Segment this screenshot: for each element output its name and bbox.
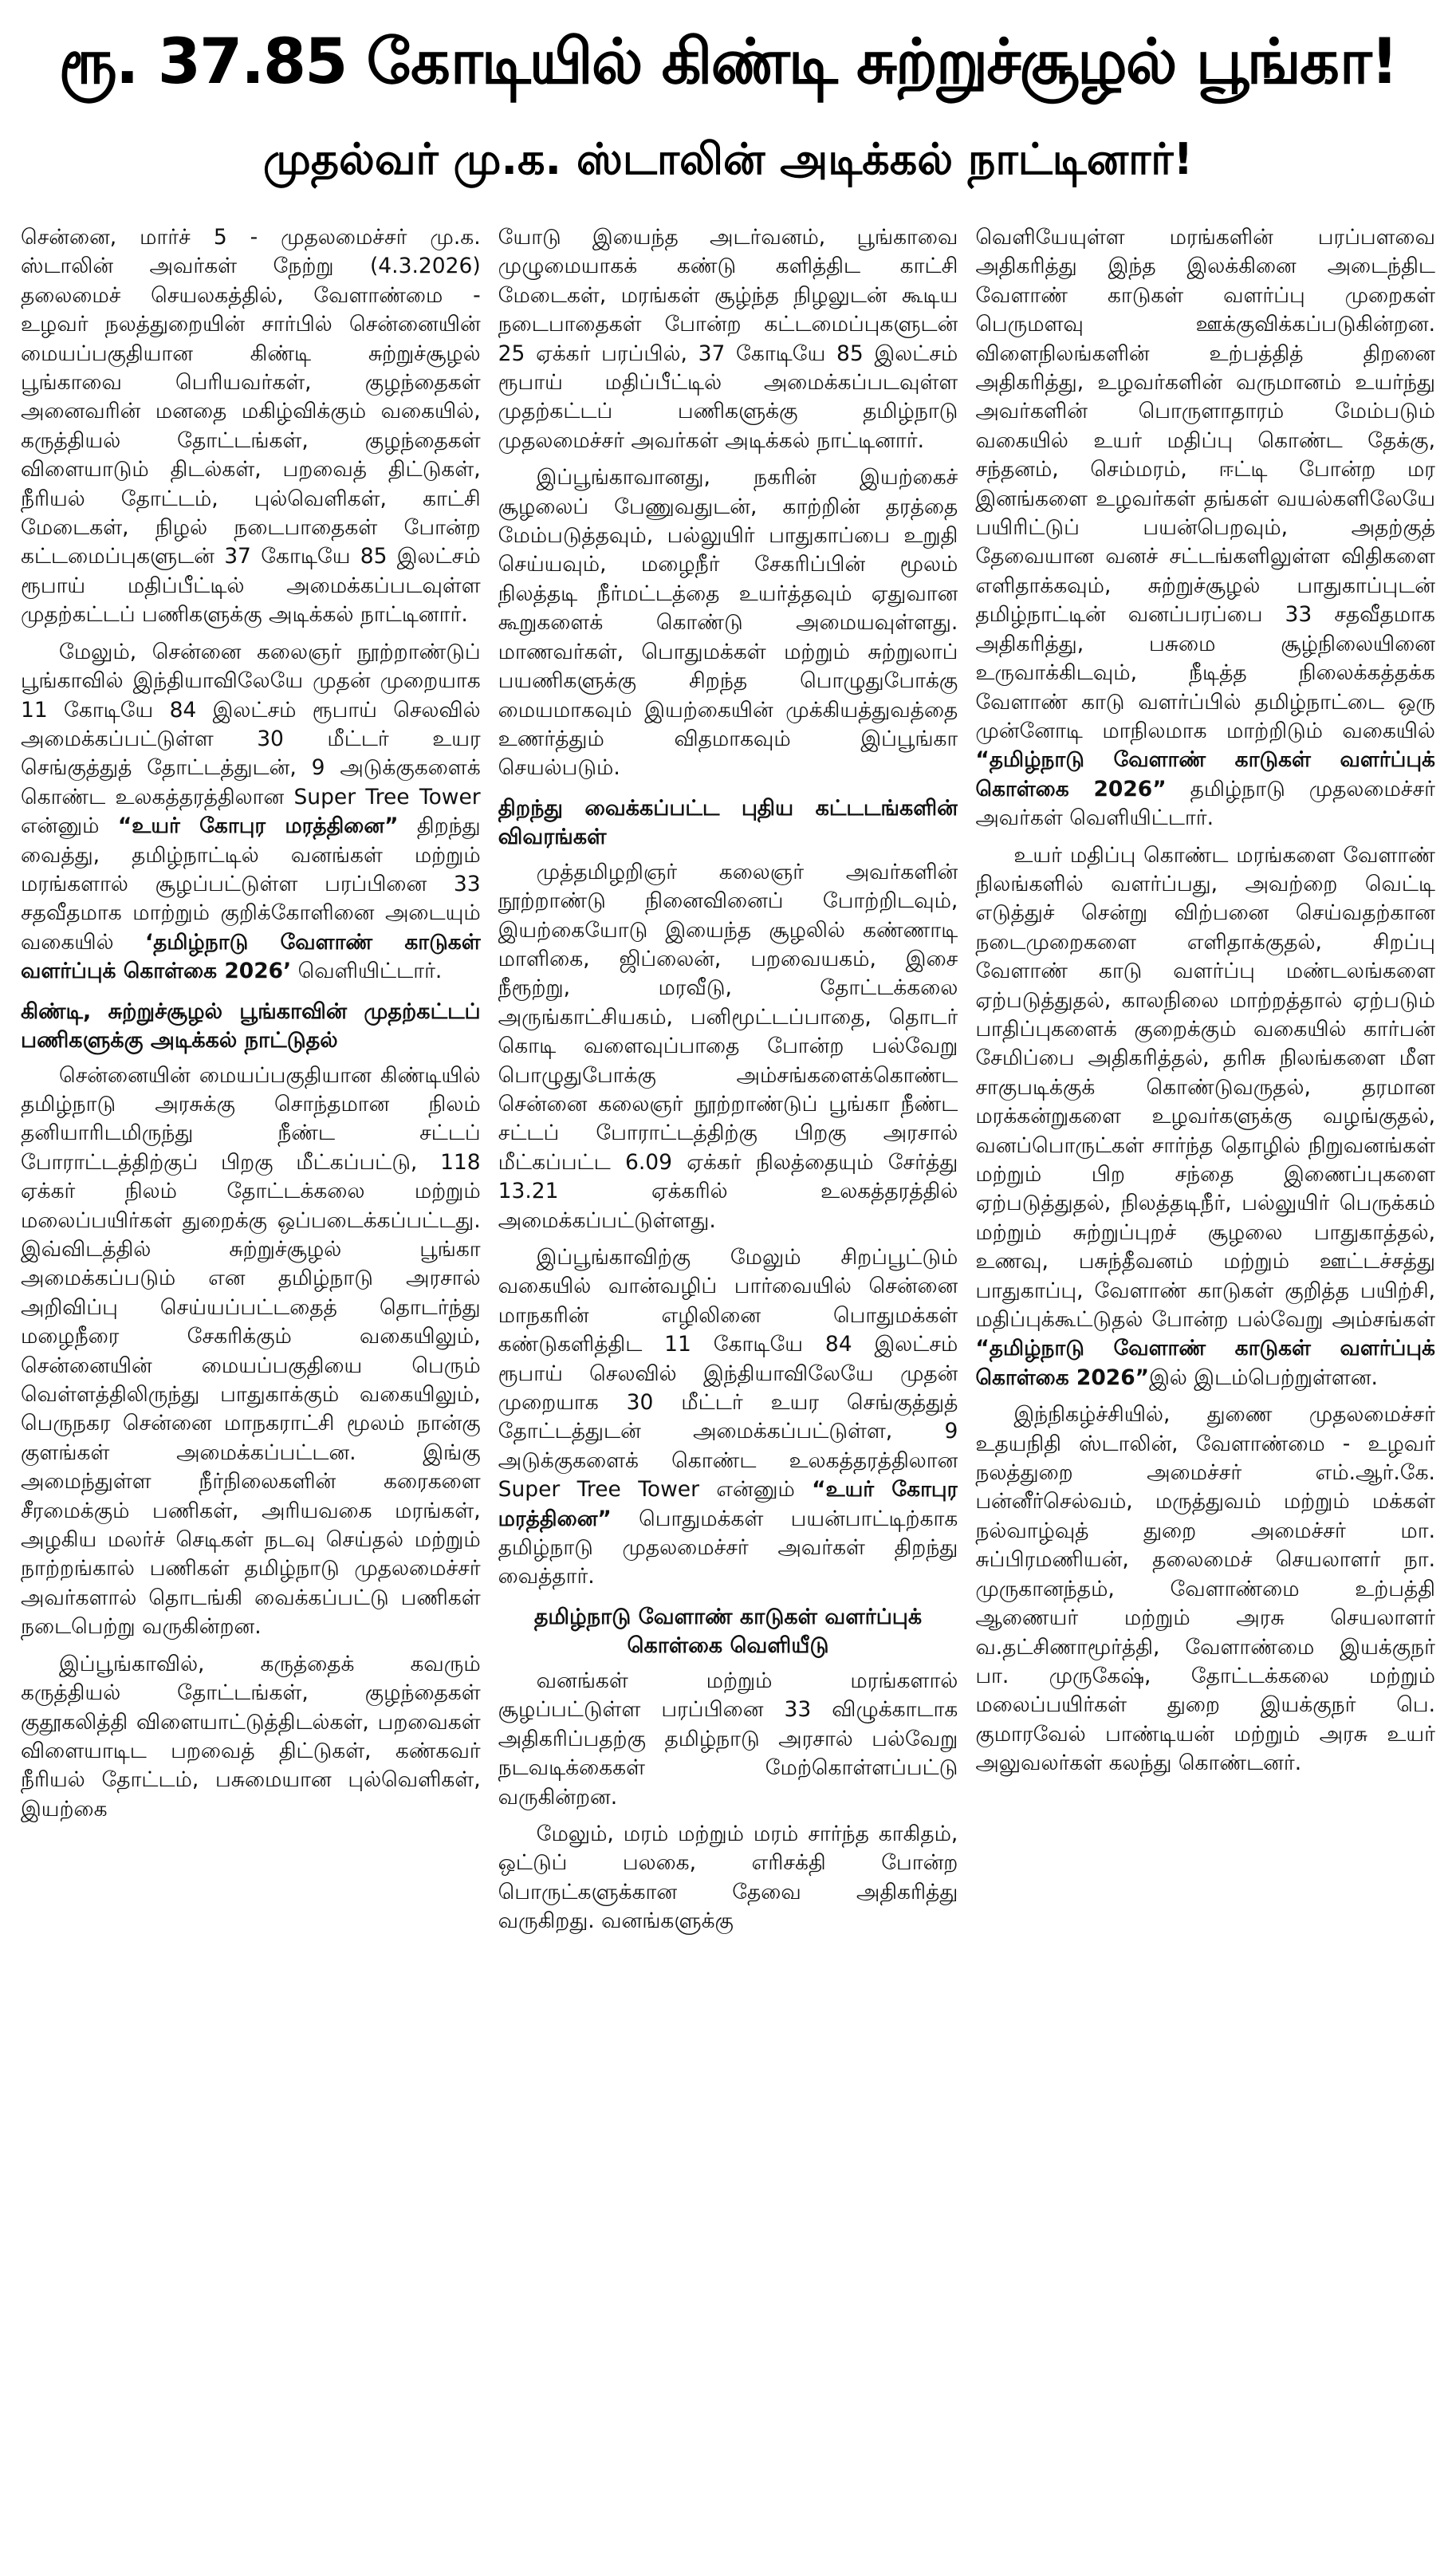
paragraph <box>975 223 1435 833</box>
article-columns <box>21 223 1435 2568</box>
bold-text: “உயர் கோபுர மரத்தினை” <box>117 813 399 839</box>
section-heading: திறந்து வைக்கப்பட்ட புதிய கட்டடங்களின் விவரங்கள் <box>498 795 958 849</box>
headline: ரூ. 37.85 கோடியில் கிண்டி சுற்றுச்சூழல் பூங்கா! <box>58 26 1398 98</box>
text-run: தமிழ்நாடு முதலமைச்சர் அவர்கள் வெளியிட்டார். <box>975 776 1435 831</box>
bold-text: ‘தமிழ்நாடு வேளாண் காடுகள் வளர்ப்புக் கொள்கை 2026’ <box>21 929 481 984</box>
text-run: மேலும், சென்னை கலைஞர் நூற்றாண்டுப் பூங்காவில் இந்தியாவிலேயே முதன் முறையாக 11 கோடியே 84 இலட்சம் ரூபாய் செலவில் அமைக்கப்பட்டுள்ள 30 மீட்டர் உயர செங்குத்துத் தோட்டத்துடன், 9 அடுக்குகளைக் கொண்ட உலகத்தரத்திலான Super Tree Tower என்னும் <box>21 639 481 839</box>
text-run: உயர் மதிப்பு கொண்ட மரங்களை வேளாண் நிலங்களில் வளர்ப்பது, அவற்றை வெட்டி எடுத்துச் சென்று விற்பனை செய்வதற்கான நடைமுறைகளை எளிதாக்குதல், சிறப்பு வேளாண் காடு வளர்ப்பு மண்டலங்களை ஏற்படுத்துதல், காலநிலை மாற்றத்தால் ஏற்படும் பாதிப்புகளைக் குறைக்கும் வகையில் கார்பன் சேமிப்பை அதிகரித்தல், தரிசு நிலங்களை மீள சாகுபடிக்குக் கொண்டுவருதல், தரமான மரக்கன்றுகளை உழவர்களுக்கு வழங்குதல், வனப்பொருட்கள் சார்ந்த தொழில் நிறுவனங்கள் மற்றும் பிற சந்தை இணைப்புகளை ஏற்படுத்துதல், நிலத்தடிநீர், பல்லுயிர் பெருக்கம் மற்றும் சுற்றுப்புறச் சூழலை பாதுகாத்தல், உணவு, பசுந்தீவனம் மற்றும் ஊட்டச்சத்து பாதுகாப்பு, வேளாண் காடுகள் குறித்த பயிற்சி, மதிப்புக்கூட்டுதல் போன்ற பல்வேறு அம்சங்கள் <box>975 842 1435 1333</box>
paragraph <box>21 638 481 987</box>
column-3 <box>975 223 1435 2568</box>
paragraph: வனங்கள் மற்றும் மரங்களால் சூழப்பட்டுள்ள பரப்பினை 33 விழுக்காடாக அதிகரிப்பதற்கு தமிழ்நாடு அரசால் பல்வேறு நடவடிக்கைகள் மேற்கொள்ளப்பட்டு வருகின்றன. <box>498 1668 958 1810</box>
text-run: வெளியேயுள்ள மரங்களின் பரப்பளவை அதிகரித்து இந்த இலக்கினை அடைந்திட வேளாண் காடுகள் வளர்ப்பு முறைகள் பெருமளவு ஊக்குவிக்கப்படுகின்றன. விளைநிலங்களின் உற்பத்தித் திறனை அதிகரித்து, உழவர்களின் வருமானம் உயர்ந்து அவர்களின் பொருளாதாரம் மேம்படும் வகையில் உயர் மதிப்பு கொண்ட தேக்கு, சந்தனம், செம்மரம், ஈட்டி போன்ற மர இனங்களை உழவர்கள் தங்கள் வயல்களிலேயே பயிரிட்டுப் பயன்பெறவும், அதற்குத் தேவையான வனச் சட்டங்களிலுள்ள விதிகளை எளிதாக்கவும், சுற்றுச்சூழல் பாதுகாப்புடன் தமிழ்நாட்டின் வனப்பரப்பை 33 சதவீதமாக அதிகரித்து, பசுமை சூழ்நிலையினை உருவாக்கிடவும், நீடித்த நிலைக்கத்தக்க வேளாண் காடு வளர்ப்பில் தமிழ்நாட்டை ஒரு முன்னோடி மாநிலமாக மாற்றிடும் வகையில் <box>975 225 1435 743</box>
column-1 <box>21 223 481 2568</box>
paragraph: சென்னை, மார்ச் 5 - முதலமைச்சர் மு.க. ஸ்டாலின் அவர்கள் நேற்று (4.3.2026) தலைமைச் செயலகத்தில், வேளாண்மை - உழவர் நலத்துறையின் சார்பில் சென்னையின் மையப்பகுதியான கிண்டி சுற்றுச்சூழல் பூங்காவை பெரியவர்கள், குழந்தைகள் அனைவரின் மனதை மகிழ்விக்கும் வகையில், கருத்தியல் தோட்டங்கள், குழந்தைகள் விளையாடும் திடல்கள், பறவைத் திட்டுகள், நீரியல் தோட்டம், புல்வெளிகள், காட்சி மேடைகள், நிழல் நடைபாதைகள் போன்ற கட்டமைப்புகளுடன் 37 கோடியே 85 இலட்சம் ரூபாய் மதிப்பீட்டில் அமைக்கப்படவுள்ள முதற்கட்டப் பணிகளுக்கு அடிக்கல் நாட்டினார். <box>21 225 481 628</box>
paragraph: இந்நிகழ்ச்சியில், துணை முதலமைச்சர் உதயநிதி ஸ்டாலின், வேளாண்மை - உழவர் நலத்துறை அமைச்சர் எம்.ஆர்.கே. பன்னீர்செல்வம், மருத்துவம் மற்றும் மக்கள் நல்வாழ்வுத் துறை அமைச்சர் மா. சுப்பிரமணியன், தலைமைச் செயலாளர் நா. முருகானந்தம், வேளாண்மை உற்பத்தி ஆணையர் மற்றும் அரசு செயலாளர் வ.தட்சிணாமூர்த்தி, வேளாண்மை இயக்குநர் பா. முருகேஷ், தோட்டக்கலை மற்றும் மலைப்பயிர்கள் துறை இயக்குநர் பெ. குமாரவேல் பாண்டியன் மற்றும் அரசு உயர் அலுவலர்கள் கலந்து கொண்டனர். <box>975 1402 1435 1776</box>
bold-text: “தமிழ்நாடு வேளாண் காடுகள் வளர்ப்புக் கொள்கை 2026” <box>975 1336 1435 1390</box>
paragraph: யோடு இயைந்த அடர்வனம், பூங்காவை முழுமையாகக் கண்டு களித்திட காட்சி மேடைகள், மரங்கள் சூழ்ந்த நிழலுடன் கூடிய நடைபாதைகள் போன்ற கட்டமைப்புகளுடன் 25 ஏக்கர் பரப்பில், 37 கோடியே 85 இலட்சம் ரூபாய் மதிப்பீட்டில் அமைக்கப்படவுள்ள முதற்கட்டப் பணிகளுக்கு தமிழ்நாடு முதலமைச்சர் அவர்கள் அடிக்கல் நாட்டினார். <box>498 225 958 453</box>
text-run: வெளியிட்டார். <box>291 959 443 984</box>
text-run: இல் இடம்பெற்றுள்ளன. <box>1149 1365 1378 1390</box>
subheadline: முதல்வர் மு.க. ஸ்டாலின் அடிக்கல் நாட்டினார்! <box>262 134 1194 184</box>
paragraph: முத்தமிழறிஞர் கலைஞர் அவர்களின் நூற்றாண்டு நினைவினைப் போற்றிடவும், இயற்கையோடு இயைந்த சூழலில் கண்ணாடி மாளிகை, ஜிப்லைன், பறவையகம், இசை நீரூற்று, மரவீடு, தோட்டக்கலை அருங்காட்சியகம், பனிமூட்டப்பாதை, தொடர் கொடி வளைவுப்பாதை போன்ற பல்வேறு பொழுதுபோக்கு அம்சங்களைக்கொண்ட சென்னை கலைஞர் நூற்றாண்டுப் பூங்கா நீண்ட சட்டப் போராட்டத்திற்கு பிறகு அரசால் மீட்கப்பட்ட 6.09 ஏக்கர் நிலத்தையும் சேர்த்து 13.21 ஏக்கரில் உலகத்தரத்தில் அமைக்கப்பட்டுள்ளது. <box>498 859 958 1233</box>
text-run: இப்பூங்காவிற்கு மேலும் சிறப்பூட்டும் வகையில் வான்வழிப் பார்வையில் சென்னை மாநகரின் எழிலினை பொதுமக்கள் கண்டுகளித்திட 11 கோடியே 84 இலட்சம் ரூபாய் செலவில் இந்தியாவிலேயே முதன் முறையாக 30 மீட்டர் உயர செங்குத்துத் தோட்டத்துடன் அமைக்கப்பட்டுள்ள, 9 அடுக்குகளைக் கொண்ட உலகத்தரத்திலான Super Tree Tower என்னும் <box>498 1245 958 1503</box>
bold-text: “தமிழ்நாடு வேளாண் காடுகள் வளர்ப்புக் கொள்கை 2026” <box>975 747 1435 802</box>
section-heading: தமிழ்நாடு வேளாண் காடுகள் வளர்ப்புக் கொள்கை வெளியீடு <box>533 1604 923 1658</box>
bold-text: “உயர் கோபுர மரத்தினை” <box>498 1477 958 1531</box>
text-run: திறந்து வைத்து, தமிழ்நாட்டில் வனங்கள் மற்றும் மரங்களால் சூழப்பட்டுள்ள பரப்பினை 33 சதவீதமாக மாற்றும் குறிக்கோளினை அடையும் வகையில் <box>21 813 481 955</box>
text-run: பொதுமக்கள் பயன்பாட்டிற்காக தமிழ்நாடு முதலமைச்சர் அவர்கள் திறந்து வைத்தார். <box>498 1506 958 1589</box>
paragraph: இப்பூங்காவில், கருத்தைக் கவரும் கருத்தியல் தோட்டங்கள், குழந்தைகள் குதூகலித்தி விளையாட்டுத்திடல்கள், பறவைகள் விளையாடிட பறவைத் திட்டுகள், கண்கவர் நீரியல் தோட்டம், பசுமையான புல்வெளிகள், இயற்கை <box>21 1651 481 1822</box>
paragraph: சென்னையின் மையப்பகுதியான கிண்டியில் தமிழ்நாடு அரசுக்கு சொந்தமான நிலம் தனியாரிடமிருந்து நீண்ட சட்டப் போராட்டத்திற்குப் பிறகு மீட்கப்பட்டு, 118 ஏக்கர் நிலம் தோட்டக்கலை மற்றும் மலைப்பயிர்கள் துறைக்கு ஒப்படைக்கப்பட்டது. இவ்விடத்தில் சுற்றுச்சூழல் பூங்கா அமைக்கப்படும் என தமிழ்நாடு அரசால் அறிவிப்பு செய்யப்பட்டதைத் தொடர்ந்து மழைநீரை சேகரிக்கும் வகையிலும், சென்னையின் மையப்பகுதியை பெரும் வெள்ளத்திலிருந்து பாதுகாக்கும் வகையிலும், பெருநகர சென்னை மாநகராட்சி மூலம் நான்கு குளங்கள் அமைக்கப்பட்டன. இங்கு அமைந்துள்ள நீர்நிலைகளின் கரைகளை சீரமைக்கும் பணிகள், அரியவகை மரங்கள், அழகிய மலர்ச் செடிகள் நடவு செய்தல் மற்றும் நாற்றங்கால் பணிகள் தமிழ்நாடு முதலமைச்சர் அவர்களால் தொடங்கி வைக்கப்பட்டு பணிகள் நடைபெற்று வருகின்றன. <box>21 1062 481 1640</box>
paragraph <box>975 841 1435 1393</box>
column-2 <box>498 223 958 2568</box>
paragraph: மேலும், மரம் மற்றும் மரம் சார்ந்த காகிதம், ஒட்டுப் பலகை, எரிசக்தி போன்ற பொருட்களுக்கான தேவை அதிகரித்து வருகிறது. வனங்களுக்கு <box>498 1821 958 1934</box>
paragraph <box>498 1243 958 1592</box>
paragraph: இப்பூங்காவானது, நகரின் இயற்கைச் சூழலைப் பேணுவதுடன், காற்றின் தரத்தை மேம்படுத்தவும், பல்லுயிர் பாதுகாப்பை உறுதி செய்யவும், மழைநீர் சேகரிப்பின் மூலம் நிலத்தடி நீர்மட்டத்தை உயர்த்தவும் ஏதுவான கூறுகளைக் கொண்டு அமையவுள்ளது. மாணவர்கள், பொதுமக்கள் மற்றும் சுற்றுலாப் பயணிகளுக்கு சிறந்த பொழுதுபோக்கு மையமாகவும் இயற்கையின் முக்கியத்துவத்தை உணர்த்தும் விதமாகவும் இப்பூங்கா செயல்படும். <box>498 465 958 781</box>
section-heading: கிண்டி, சுற்றுச்சூழல் பூங்காவின் முதற்கட்டப் பணிகளுக்கு அடிக்கல் நாட்டுதல் <box>21 998 481 1053</box>
